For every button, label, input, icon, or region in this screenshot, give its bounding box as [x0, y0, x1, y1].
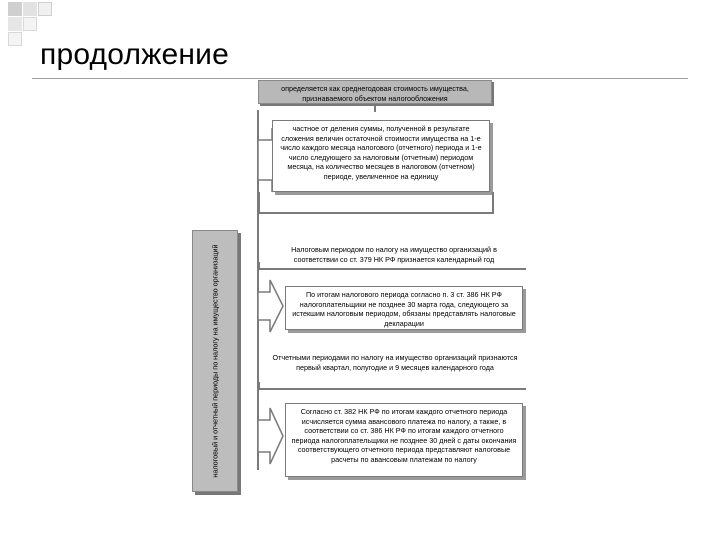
bracket-average-calc	[258, 192, 494, 214]
node-declaration-text: По итогам налогового периода согласно п. 3 ст. 386 НК РФ налогоплательщики не позднее 30 марта года, следующего за истекшим налоговым периодом, обязаны представлять налоговые декларации	[292, 290, 516, 328]
node-advance-payments-text: Согласно ст. 382 НК РФ по итогам каждого отчетного периода исчисляется сумма авансового платежа по налогу, а также, в соответствии со ст. 386 НК РФ по итогам каждого отчетного периода налогоплательщики не позднее 30 дней с даты окончания соответствующего отчетного периода представляют налоговые расчеты по авансовым платежам по налогу	[291, 407, 517, 464]
node-declaration	[285, 286, 523, 330]
node-object-definition-text: определяется как среднегодовая стоимость имущества, признаваемого объектом налогообложения	[281, 84, 469, 103]
node-tax-period-text: Налоговым периодом по налогу на имущество организаций в соответствии со ст. 379 НК РФ признается календарный год	[291, 245, 497, 264]
bracket-tax-period	[258, 262, 526, 270]
side-label-text: налоговый и отчетный периоды по налогу на имущество организаций	[210, 244, 220, 478]
node-object-definition	[258, 80, 492, 104]
node-reporting-periods	[264, 350, 526, 382]
bracket-reporting-periods	[258, 382, 526, 390]
side-label-bar	[192, 230, 238, 492]
arrow-advance	[258, 408, 283, 464]
node-reporting-periods-text: Отчетными периодами по налогу на имущество организаций признаются первый квартал, полугодие и 9 месяцев календарного года	[272, 353, 518, 372]
node-advance-payments	[285, 403, 523, 477]
slide-title: продолжение	[40, 38, 229, 71]
node-tax-period	[264, 242, 524, 264]
arrow-declaration	[258, 280, 283, 332]
node-average-calc	[272, 120, 490, 192]
node-average-calc-text: частное от деления суммы, полученной в результате сложения величин остаточной стоимости имущества на 1-е число каждого месяца налогового (отчетного) периода и 1-е число следующего за налоговым (отчетным) периодом месяца, на количество месяцев в налоговом (отчетном) периоде, увеличенное на единицу	[280, 124, 482, 181]
